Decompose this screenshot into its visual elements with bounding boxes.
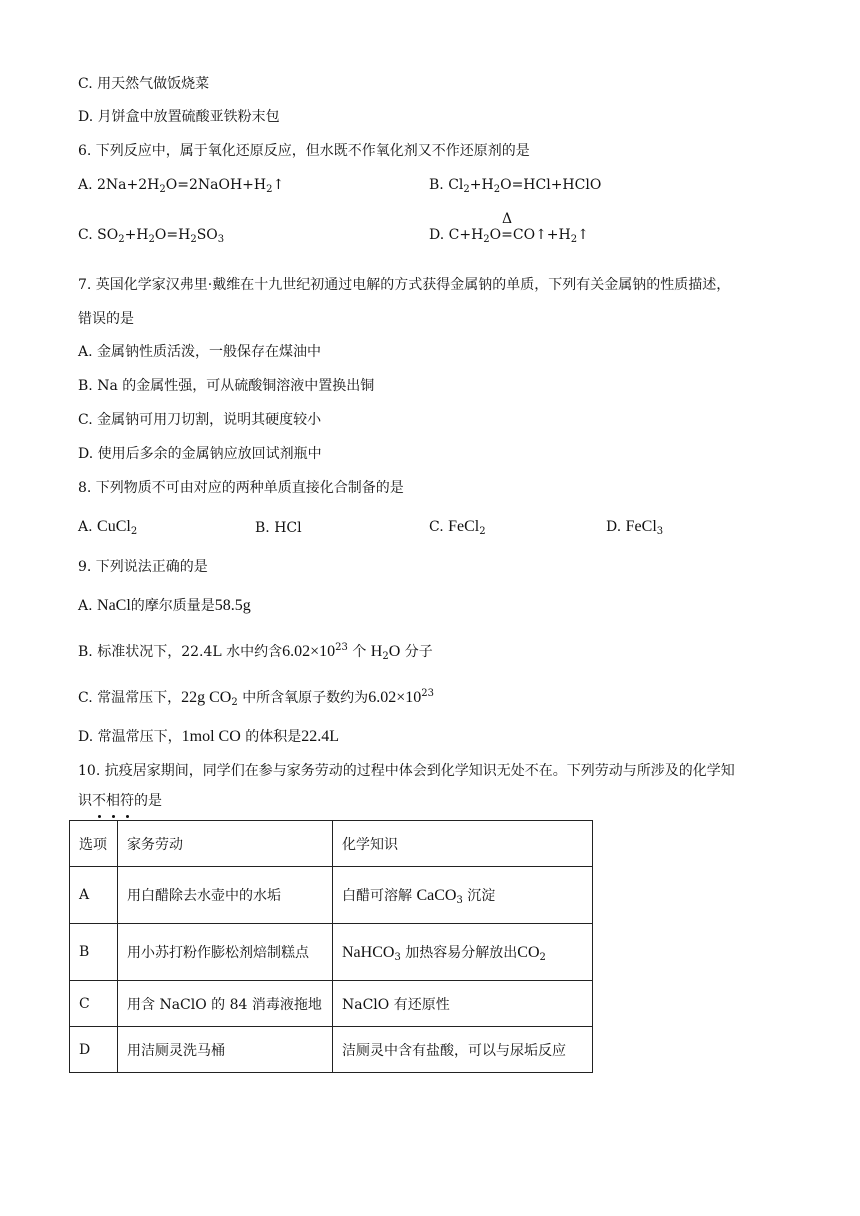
table-header-cell: 选项 [70, 821, 118, 867]
table-row [70, 1027, 593, 1073]
q6-option-c: C. $SO_2+H_2O=H_2SO_3$ [78, 227, 225, 245]
q7-option-a: A. 金属钠性质活泼，一般保存在煤油中 [78, 344, 322, 360]
q8-option-b: B. HCl [255, 520, 302, 536]
table-row [70, 867, 593, 924]
table-cell-knowledge: NaClO 有还原性 [333, 981, 593, 1027]
table-header-cell: 家务劳动 [118, 821, 333, 867]
question-7-stem: 7. 英国化学家汉弗里·戴维在十九世纪初通过电解的方式获得金属钠的单质，下列有关金属钠的性质描述， [78, 277, 731, 293]
table-cell-task: 用白醋除去水壶中的水垢 [118, 867, 333, 924]
table-cell-knowledge: 白醋可溶解 CaCO$_3$ 沉淀 [333, 867, 593, 924]
q8-option-a: A. CuCl$_2$ [78, 518, 138, 537]
question-10-table [69, 820, 593, 1073]
q9-option-c: C. 常温常压下，22g $CO_2$ 中所含氧原子数约为$6.02\times 10^{23}$ [78, 688, 434, 708]
q6-option-a: A. $2Na+2H_2O=2NaOH+H_2↑$ [78, 177, 285, 195]
table-cell-task: 用小苏打粉作膨松剂焙制糕点 [118, 924, 333, 981]
question-10-stem-cont: 识不 相 符 的是 [78, 791, 162, 811]
question-10-stem: 10. 抗疫居家期间，同学们在参与家务劳动的过程中体会到化学知识无处不在。下列劳动与所涉及的化学知 [78, 763, 735, 779]
table-header-row [70, 821, 593, 867]
q5-option-d: D. 月饼盒中放置硫酸亚铁粉末包 [78, 109, 280, 125]
q6-option-b: B. $Cl_2+H_2O=HCl+HClO$ [429, 177, 602, 195]
table-cell-knowledge: 洁厕灵中含有盐酸，可以与尿垢反应 [333, 1027, 593, 1073]
table-cell-option: C [70, 981, 118, 1027]
table-cell-option: A [70, 867, 118, 924]
emphasis-char: 符 [120, 791, 134, 811]
q5-option-c: C. 用天然气做饭烧菜 [78, 76, 210, 92]
emphasis-char: 相 [106, 791, 120, 811]
question-9-stem: 9. 下列说法正确的是 [78, 559, 208, 575]
question-6-stem: 6. 下列反应中，属于氧化还原反应，但水既不作氧化剂又不作还原剂的是 [78, 143, 530, 159]
question-8-stem: 8. 下列物质不可由对应的两种单质直接化合制备的是 [78, 480, 404, 496]
q9-option-a: A. NaCl的摩尔质量是58.5g [78, 597, 251, 614]
table-cell-option: B [70, 924, 118, 981]
table-header-cell: 化学知识 [333, 821, 593, 867]
q7-option-d: D. 使用后多余的金属钠应放回试剂瓶中 [78, 446, 322, 462]
table-row [70, 981, 593, 1027]
q6-option-d: D. $C+H_2O$ Δ $=CO↑+H_2↑$ [429, 211, 589, 245]
table-cell-task: 用洁厕灵洗马桶 [118, 1027, 333, 1073]
q8-option-c: C. FeCl$_2$ [429, 518, 486, 537]
question-7-stem-cont: 错误的是 [78, 311, 134, 327]
table-cell-knowledge: NaHCO$_3$ 加热容易分解放出$CO_2$ [333, 924, 593, 981]
heat-condition: Δ = [501, 211, 513, 243]
q7-option-b: B. Na 的金属性强，可从硫酸铜溶液中置换出铜 [78, 378, 375, 394]
table-cell-option: D [70, 1027, 118, 1073]
q8-option-d: D. FeCl$_3$ [606, 518, 664, 537]
q9-option-b: B. 标准状况下，22.4L 水中约含$6.02\times 10^{23}$ 个 $H_2O$ 分子 [78, 642, 433, 662]
table-cell-task: 用含 NaClO 的 84 消毒液拖地 [118, 981, 333, 1027]
emphasis-char: 不 [92, 791, 106, 811]
q9-option-d: D. 常温常压下，1mol CO 的体积是22.4L [78, 728, 339, 745]
table-row [70, 924, 593, 981]
q7-option-c: C. 金属钠可用刀切割，说明其硬度较小 [78, 412, 322, 428]
